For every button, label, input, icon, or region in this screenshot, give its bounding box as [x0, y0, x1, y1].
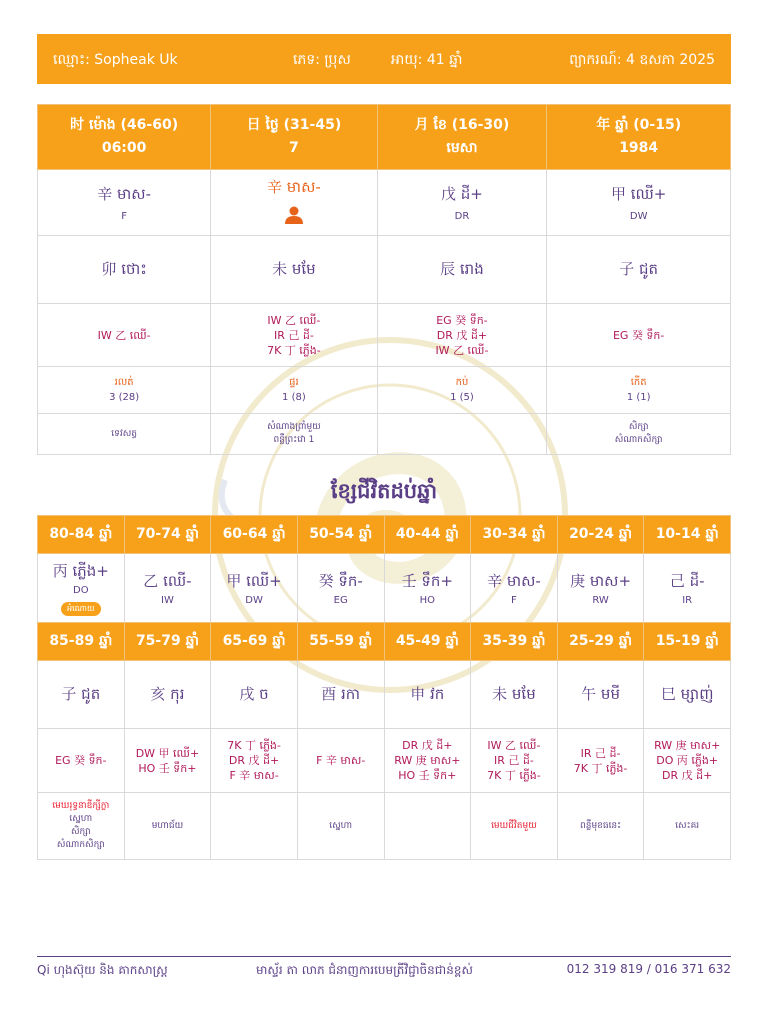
- luck-hidden-cell: [471, 729, 558, 793]
- stem-cell: [547, 170, 731, 236]
- stem-text: 戊 ដី+: [441, 185, 483, 203]
- symbolic-star-cell: [547, 414, 731, 455]
- life-stage-row: [38, 367, 731, 414]
- symbolic-star-text: សិក្សា: [628, 422, 649, 432]
- footer-brand: Qi ហុងស៊ុយ និង គាកសាស្ត្រ: [37, 963, 168, 977]
- luck-branch-text: 未 មមែ: [492, 684, 536, 703]
- gender-label: ភេទ: ប្រុស: [293, 52, 351, 68]
- profile-header: [37, 34, 731, 84]
- hidden-stem-line: [471, 738, 557, 753]
- luck-age-range: 55-59 ឆ្នាំ: [297, 623, 384, 661]
- hidden-stem-code: EG: [55, 754, 71, 767]
- luck-age-range: 75-79 ឆ្នាំ: [124, 623, 211, 661]
- stem-cell: [211, 170, 377, 236]
- luck-star-text: មេឃជីវិតមួយ: [491, 820, 537, 831]
- footer-phone: 012 319 819 / 016 371 632: [566, 962, 731, 976]
- hidden-stem-code: IW: [267, 313, 282, 327]
- life-stage-value: 1 (5): [450, 392, 474, 403]
- hidden-stem-code: HO: [398, 769, 416, 782]
- branch-text: 子 ជូត: [619, 259, 659, 278]
- luck-stem-cell: [384, 554, 471, 623]
- heavenly-stems-row: [38, 170, 731, 236]
- luck-branch-text: 巳 ម្សាញ់: [660, 684, 714, 703]
- hidden-stem-value: 乙 ឈើ-: [285, 313, 321, 327]
- hidden-stem-line: [558, 746, 644, 761]
- luck-stem-text: 庚 មាស+: [570, 572, 632, 590]
- luck-age-range: 30-34 ឆ្នាំ: [471, 516, 558, 554]
- pillar-title: 时 ម៉ោង (46-60): [70, 117, 179, 133]
- luck-stem-cell: [38, 554, 125, 623]
- hidden-stem-code: DR: [402, 739, 419, 752]
- hidden-stem-value: 戊 ដី+: [248, 754, 280, 767]
- symbolic-star-text: សំណាងព្រាំមួយ: [267, 422, 321, 432]
- luck-age-range: 25-29 ឆ្នាំ: [557, 623, 644, 661]
- hidden-stem-line: [471, 753, 557, 768]
- luck-star-cell: [644, 793, 731, 860]
- hidden-stem-value: 乙 ឈើ-: [505, 739, 541, 752]
- luck-age-range: 15-19 ឆ្នាំ: [644, 623, 731, 661]
- hidden-stem-value: 癸 ទឹក-: [455, 313, 488, 327]
- stem-code: DW: [629, 211, 648, 222]
- luck-stem-cell: [211, 554, 298, 623]
- life-stage-value: 1 (1): [626, 392, 651, 403]
- hidden-stem-line: [558, 761, 644, 776]
- luck-star-cell: [124, 793, 211, 860]
- hidden-stem-code: DW: [135, 746, 156, 760]
- luck-star-text: សំណាកសិក្សា: [56, 840, 105, 850]
- luck-stem-text: 己 ដី-: [669, 572, 705, 590]
- stem-cell: [38, 170, 211, 236]
- hidden-stem-value: 戊 ដី+: [421, 739, 453, 752]
- hidden-stem-value: 癸 ទឹក-: [74, 754, 107, 767]
- hidden-stem-value: 丁 ភ្លើង-: [244, 739, 281, 752]
- hidden-stem-code: DR: [228, 754, 246, 767]
- hidden-stem-line: [644, 753, 730, 768]
- footer-divider: [37, 956, 731, 957]
- hidden-stem-line: [125, 761, 211, 776]
- hidden-stem-code: HO: [138, 761, 156, 775]
- luck-stem-cell: [124, 554, 211, 623]
- luck-hidden-cell: [557, 729, 644, 793]
- luck-hidden-cell: [384, 729, 471, 793]
- luck-top-header-row: [38, 516, 731, 554]
- luck-star-text: ស្នេហា: [329, 820, 353, 831]
- hidden-stems-cell: [547, 304, 731, 367]
- hidden-stem-value: 己 ដី-: [288, 328, 314, 342]
- hidden-stems-row: [38, 304, 731, 367]
- hidden-stem-code: DR: [662, 769, 679, 782]
- luck-age-range: 50-54 ឆ្នាំ: [297, 516, 384, 554]
- pillar-value: មេសា: [446, 140, 478, 156]
- hidden-stem-line: [385, 738, 471, 753]
- hidden-stem-code: IW: [487, 739, 502, 752]
- pillar-header-cell: [377, 105, 547, 170]
- luck-star-cell: [297, 793, 384, 860]
- luck-branch-text: 亥 កុរ: [150, 684, 185, 703]
- luck-bottom-header-row: [38, 623, 731, 661]
- pillar-header-cell: [38, 105, 211, 170]
- hidden-stem-line: [547, 328, 730, 343]
- symbolic-star-cell: [38, 414, 211, 455]
- life-stage-value: 1 (8): [282, 392, 306, 403]
- hidden-stem-value: 甲 ឈើ+: [158, 746, 200, 760]
- luck-age-range: 70-74 ឆ្នាំ: [124, 516, 211, 554]
- branch-cell: [211, 236, 377, 304]
- life-stage-cell: [547, 367, 731, 414]
- luck-stem-text: 壬 ទឹក+: [401, 572, 453, 590]
- life-stage-cell: [211, 367, 377, 414]
- branch-text: 未 មមែ: [272, 259, 316, 278]
- luck-age-range: 65-69 ឆ្នាំ: [211, 623, 298, 661]
- forecast-date-label: ព្យាករណ៍: 4 ឧសភា 2025: [569, 52, 715, 68]
- luck-branch-text: 子 ជូត: [61, 684, 101, 703]
- day-master-person-icon: [284, 205, 304, 225]
- luck-hidden-cell: [297, 729, 384, 793]
- luck-pillars-title: ខ្សែជីវិតដប់ឆ្នាំ: [330, 479, 438, 503]
- luck-branch-text: 戌 ច: [239, 684, 269, 703]
- luck-branch-text: 午 មមី: [581, 684, 620, 703]
- luck-stem-cell: [557, 554, 644, 623]
- name-label: ឈ្មោះ: Sopheak Uk: [53, 52, 178, 68]
- luck-hidden-cell: [211, 729, 298, 793]
- hidden-stem-line: [211, 313, 376, 328]
- luck-star-cell: [557, 793, 644, 860]
- luck-stem-cell: [297, 554, 384, 623]
- life-stage-cell: [38, 367, 211, 414]
- hidden-stem-value: 己 ដី-: [508, 754, 534, 767]
- hidden-stem-line: [378, 328, 547, 343]
- hidden-stem-code: 7K: [487, 769, 502, 782]
- luck-stem-code: RW: [592, 595, 609, 606]
- hidden-stem-value: 辛 មាស-: [239, 769, 279, 782]
- stem-text: 甲 ឈើ+: [610, 185, 667, 203]
- symbolic-star-text: ទេវសត្វ: [111, 428, 137, 439]
- hidden-stem-value: 庚 មាស+: [675, 739, 721, 752]
- luck-branch-cell: [384, 661, 471, 729]
- hidden-stem-code: RW: [654, 739, 673, 752]
- stem-text: 辛 មាស-: [267, 178, 321, 196]
- luck-star-cell: [471, 793, 558, 860]
- luck-branch-cell: [38, 661, 125, 729]
- luck-branch-text: 申 វក: [410, 684, 445, 703]
- hidden-stem-code: IW: [435, 343, 450, 357]
- symbolic-star-text: ពន្លឺព្រះវោ 1: [273, 435, 315, 445]
- luck-stem-text: 丙 ភ្លើង+: [52, 562, 109, 580]
- luck-stems-table: [37, 515, 731, 623]
- hidden-stem-code: EG: [436, 313, 452, 327]
- life-stage-value: 3 (28): [109, 392, 140, 403]
- hidden-stem-line: [378, 313, 547, 328]
- life-stage-name: កប់: [455, 377, 469, 388]
- luck-star-text: មហាជ័យ: [151, 820, 184, 831]
- luck-branches-table: [37, 622, 731, 860]
- hidden-stem-value: 丁 ភ្លើង-: [284, 343, 321, 357]
- pillar-title: 年 ឆ្នាំ (0-15): [596, 117, 682, 133]
- hidden-stem-code: F: [316, 754, 323, 767]
- hidden-stem-code: DR: [436, 328, 453, 342]
- luck-age-range: 40-44 ឆ្នាំ: [384, 516, 471, 554]
- luck-branch-cell: [557, 661, 644, 729]
- hidden-stem-code: IR: [580, 746, 592, 760]
- hidden-stem-value: 辛 មាស-: [325, 754, 366, 767]
- branch-cell: [38, 236, 211, 304]
- luck-stem-text: 甲 ឈើ+: [226, 572, 282, 590]
- stem-code: F: [121, 211, 127, 222]
- luck-stem-cell: [644, 554, 731, 623]
- luck-stem-text: 辛 មាស-: [487, 572, 541, 590]
- luck-age-range: 60-64 ឆ្នាំ: [211, 516, 298, 554]
- pillar-value: 1984: [619, 140, 659, 156]
- luck-stem-text: 乙 ឈើ-: [143, 572, 192, 590]
- hidden-stem-line: [644, 738, 730, 753]
- symbolic-star-text: សំណាកសិក្សា: [614, 435, 663, 445]
- hidden-stem-value: 戊 ដី+: [681, 769, 713, 782]
- hidden-stem-line: [211, 768, 297, 783]
- hidden-stem-value: 丙 ភ្លើង+: [676, 754, 719, 767]
- luck-stem-text: 癸 ទឹក-: [318, 572, 363, 590]
- hidden-stem-line: [38, 328, 210, 343]
- luck-star-text: សិក្សា: [70, 827, 91, 837]
- hidden-stem-line: [38, 753, 124, 768]
- hidden-stem-value: 戊 ដី+: [456, 328, 488, 342]
- luck-age-range: 80-84 ឆ្នាំ: [38, 516, 125, 554]
- hidden-stem-value: 乙 ឈើ-: [453, 343, 489, 357]
- favorable-badge: អំណោយ: [61, 602, 101, 616]
- branch-text: 卯 ថោះ: [101, 259, 147, 278]
- hidden-stem-code: IR: [494, 754, 505, 767]
- luck-age-range: 20-24 ឆ្នាំ: [557, 516, 644, 554]
- luck-stem-cell: [471, 554, 558, 623]
- hidden-stem-line: [385, 768, 471, 783]
- earthly-branches-row: [38, 236, 731, 304]
- pillars-header-row: [38, 105, 731, 170]
- luck-stem-code: EG: [333, 595, 348, 606]
- stem-cell: [377, 170, 547, 236]
- luck-branch-cell: [471, 661, 558, 729]
- luck-star-text: សេះគរ: [675, 820, 700, 831]
- luck-stems-row: [38, 554, 731, 623]
- luck-stars-row: [38, 793, 731, 860]
- hidden-stem-line: [211, 738, 297, 753]
- hidden-stem-value: 壬 ទឹក+: [418, 769, 457, 782]
- age-label: អាយុ: 41 ឆ្នាំ: [391, 52, 463, 68]
- pillar-header-cell: [547, 105, 731, 170]
- luck-branch-cell: [124, 661, 211, 729]
- hidden-stem-code: IW: [97, 328, 112, 342]
- luck-hidden-cell: [38, 729, 125, 793]
- luck-age-range: 85-89 ឆ្នាំ: [38, 623, 125, 661]
- hidden-stems-cell: [211, 304, 377, 367]
- luck-branch-cell: [297, 661, 384, 729]
- pillar-title: 月 ខែ (16-30): [414, 117, 510, 133]
- pillar-header-cell: [211, 105, 377, 170]
- luck-stem-code: DO: [73, 585, 89, 596]
- luck-age-range: 10-14 ឆ្នាំ: [644, 516, 731, 554]
- footer-master: មាស្ទ័រ តា លាភ ជំនាញការបេមត្រីវិជ្ជាចិនជាន់ខ្ពស់: [256, 963, 473, 977]
- luck-age-range: 35-39 ឆ្នាំ: [471, 623, 558, 661]
- hidden-stem-value: 壬 ទឹក+: [158, 761, 197, 775]
- hidden-stems-cell: [38, 304, 211, 367]
- four-pillars-table: [37, 104, 731, 455]
- pillar-value: 7: [289, 140, 299, 156]
- hidden-stem-line: [211, 753, 297, 768]
- hidden-stem-code: 7K: [573, 761, 588, 775]
- pillar-value: 06:00: [101, 140, 147, 156]
- branch-cell: [377, 236, 547, 304]
- hidden-stem-value: 乙 ឈើ-: [115, 328, 151, 342]
- luck-age-range: 45-49 ឆ្នាំ: [384, 623, 471, 661]
- luck-branches-row: [38, 661, 731, 729]
- hidden-stem-code: F: [229, 769, 236, 782]
- luck-star-cell: [38, 793, 125, 860]
- luck-star-text: ស្នេហា: [69, 814, 93, 824]
- life-stage-cell: [377, 367, 547, 414]
- life-stage-name: កើត: [630, 377, 647, 388]
- hidden-stem-code: IR: [273, 328, 285, 342]
- hidden-stem-value: 丁 ភ្លើង-: [591, 761, 628, 775]
- hidden-stem-code: RW: [394, 754, 413, 767]
- hidden-stem-value: 癸 ទឹក-: [631, 328, 665, 342]
- hidden-stem-value: 庚 មាស+: [415, 754, 461, 767]
- luck-branch-cell: [644, 661, 731, 729]
- hidden-stem-line: [385, 753, 471, 768]
- stem-text: 辛 មាស-: [97, 185, 151, 203]
- luck-stem-code: HO: [419, 595, 435, 606]
- luck-hidden-cell: [644, 729, 731, 793]
- hidden-stems-cell: [377, 304, 547, 367]
- luck-stem-code: IW: [161, 595, 174, 606]
- life-stage-name: រលត់: [114, 377, 134, 388]
- luck-star-cell: [384, 793, 471, 860]
- hidden-stem-code: DO: [656, 754, 674, 767]
- hidden-stem-line: [125, 746, 211, 761]
- hidden-stem-value: 己 ដី-: [595, 746, 621, 760]
- hidden-stem-line: [298, 753, 384, 768]
- hidden-stem-line: [211, 328, 376, 343]
- hidden-stem-line: [644, 768, 730, 783]
- stem-code: DR: [454, 211, 470, 222]
- hidden-stem-code: 7K: [267, 343, 282, 357]
- branch-text: 辰 រោង: [440, 259, 484, 278]
- life-stage-name: ផ្ទរ: [289, 377, 299, 388]
- luck-star-text: ពន្លឺមុខធនេះ: [580, 820, 622, 831]
- luck-hidden-cell: [124, 729, 211, 793]
- hidden-stem-code: 7K: [227, 739, 242, 752]
- pillar-title: 日 ថ្ងៃ (31-45): [246, 117, 342, 133]
- symbolic-star-cell: [377, 414, 547, 455]
- luck-hidden-stems-row: [38, 729, 731, 793]
- luck-branch-cell: [211, 661, 298, 729]
- hidden-stem-line: [378, 343, 547, 358]
- symbolic-stars-row: [38, 414, 731, 455]
- luck-star-text: មេឃរុទ្ធនាឌីក្សីក្លា: [52, 801, 110, 811]
- branch-cell: [547, 236, 731, 304]
- symbolic-star-cell: [211, 414, 377, 455]
- luck-stem-code: F: [511, 595, 517, 606]
- hidden-stem-line: [471, 768, 557, 783]
- luck-branch-text: 酉 រកា: [321, 684, 361, 703]
- hidden-stem-line: [211, 343, 376, 358]
- luck-stem-code: IR: [682, 595, 693, 606]
- luck-stem-code: DW: [245, 595, 263, 606]
- hidden-stem-code: EG: [612, 328, 629, 342]
- hidden-stem-value: 丁 ភ្លើង-: [504, 769, 541, 782]
- luck-star-cell: [211, 793, 298, 860]
